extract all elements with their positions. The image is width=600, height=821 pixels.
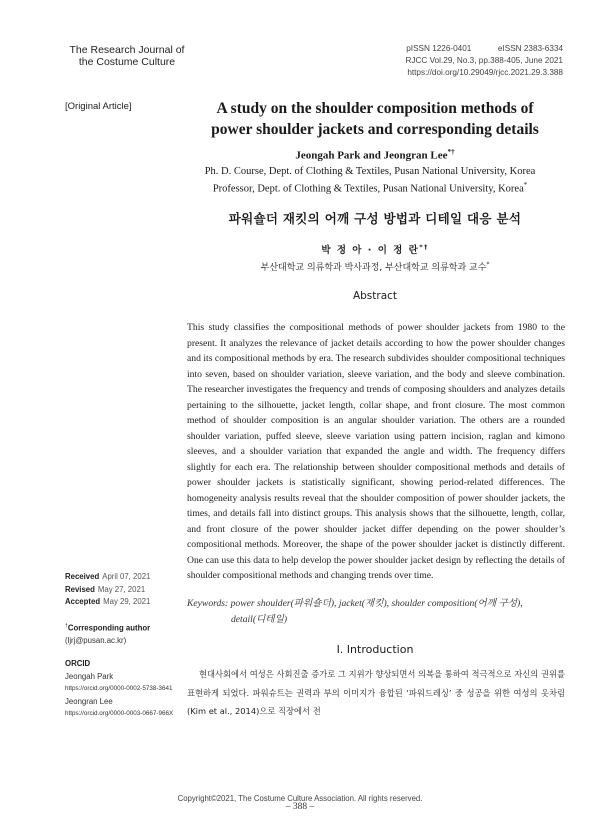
corresponding-label: Corresponding author	[67, 623, 151, 633]
issn-block	[340, 43, 563, 79]
pissn: pISSN 1226-0401	[406, 44, 472, 53]
keywords-line1: Keywords: power shoulder(파워숄더), jacket(재킷), shoulder composition(어깨 구성),	[187, 598, 523, 609]
affiliation-second-mark: *	[523, 182, 528, 189]
paper-title	[190, 98, 560, 140]
orcid-author1: Jeongah Park	[65, 671, 114, 681]
journal-name	[62, 44, 192, 68]
eissn: eISSN 2383-6334	[497, 44, 563, 53]
korean-authors: 박 정 아 · 이 정 란*†	[321, 243, 429, 256]
revised-date: Revised May 27, 2021	[65, 584, 146, 594]
introduction-text	[187, 665, 565, 721]
orcid-block	[65, 658, 173, 721]
orcid-url1[interactable]: https://orcid.org/0000-0002-5738-3641	[65, 685, 173, 692]
korean-affiliation-mark: *	[486, 262, 490, 268]
copyright: Copyright©2021, The Costume Culture Association. All rights reserved.	[177, 794, 423, 803]
author-names: Jeongah Park and Jeongran Lee	[295, 149, 448, 162]
journal-name-line2: the Costume Culture	[78, 56, 176, 68]
corresponding-author	[65, 620, 150, 648]
paper-title-line2: power shoulder jackets and corresponding details	[211, 121, 539, 138]
corresponding-mark: †	[65, 623, 68, 629]
author-mark: *†	[447, 148, 455, 156]
doi-link[interactable]: https://doi.org/10.29049/rjcc.2021.29.3.388	[407, 68, 563, 77]
affiliation-first: Ph. D. Course, Dept. of Clothing & Textiles, Pusan National University, Korea	[204, 166, 536, 177]
authors	[190, 148, 560, 162]
keywords-line2: detail(디테일)	[231, 613, 288, 625]
orcid-author2: Jeongran Lee	[65, 696, 113, 706]
korean-title: 파워숄더 재킷의 어깨 구성 방법과 디테일 대응 분석	[228, 211, 522, 226]
affiliation-second: Professor, Dept. of Clothing & Textiles, Pusan National University, Korea*	[212, 182, 528, 195]
keywords	[187, 596, 565, 627]
corresponding-email[interactable]: (ljrj@pusan.ac.kr)	[65, 636, 127, 646]
accepted-date: Accepted May 29, 2021	[65, 597, 151, 606]
article-type: [Original Article]	[65, 101, 132, 112]
introduction-heading: I. Introduction	[336, 643, 414, 656]
citation: RJCC Vol.29, No.3, pp.388-405, June 2021	[405, 56, 563, 65]
journal-name-line1: The Research Journal of	[69, 44, 185, 56]
article-dates	[65, 571, 150, 609]
paper-title-line1: A study on the shoulder composition methods of	[216, 100, 534, 117]
abstract-text: This study classifies the compositional methods of power shoulder jackets from 1980 to the present. It analyzes the relevance of jacket details according to how the power shoulder changes and its compositional methods by era. The research subdivides shoulder compositional techniques into seven, based on shoulder variation, sleeve variation, and the body and sleeve combination. The researcher investigates the frequency and trends of composing shoulders and analyzes details pertaining to the silhouette, jacket length, collar shape, and front closure. The most common method of shoulder composition is an angular shoulder variation. The others are a rounded shoulder variation, puffed sleeve, sleeve variation using pattern incision, raglan and kimono sleeves, and a shoulder variation that expanded the angle and width. The frequency differs slightly for each era. The relationship between shoulder compositional methods and details of power shoulder jackets is statistically significant, showing period-related differences. The homogeneity analysis results reveal that the shoulder composition of power shoulder jackets, the times, and details fall into distinct groups. This analysis shows that the silhouette, length, collar, and front closure of the power shoulder jacket differ depending on the power shoulder’s compositional methods. Moreover, the shape of the power shoulder jacket is distinctly different. One can use this data to help develop the power shoulder jacket design by reflecting the details of shoulder compositional methods and changing trends over time.	[187, 322, 565, 581]
korean-affiliation: 부산대학교 의류학과 박사과정, 부산대학교 의류학과 교수*	[260, 262, 490, 273]
abstract-heading: Abstract	[352, 290, 398, 302]
orcid-heading: ORCID	[65, 659, 91, 668]
orcid-url2[interactable]: https://orcid.org/0000-0003-0667-966X	[65, 710, 174, 717]
page-number: – 388 –	[285, 802, 315, 812]
received-date: Received April 07, 2021	[65, 572, 151, 581]
korean-authors-mark: *†	[419, 243, 429, 251]
introduction-paragraph: 현대사회에서 여성은 사회진출 증가로 그 지위가 향상되면서 의복을 통하여 적극적으로 자신의 권위를 표현하게 되었다. 파워슈트는 권력과 부의 이미지가 융합된 ‘파워드레싱’ 중 성공을 위한 여성의 옷차림(Kim et al., 2014)으로 직장에서 전	[187, 669, 565, 716]
